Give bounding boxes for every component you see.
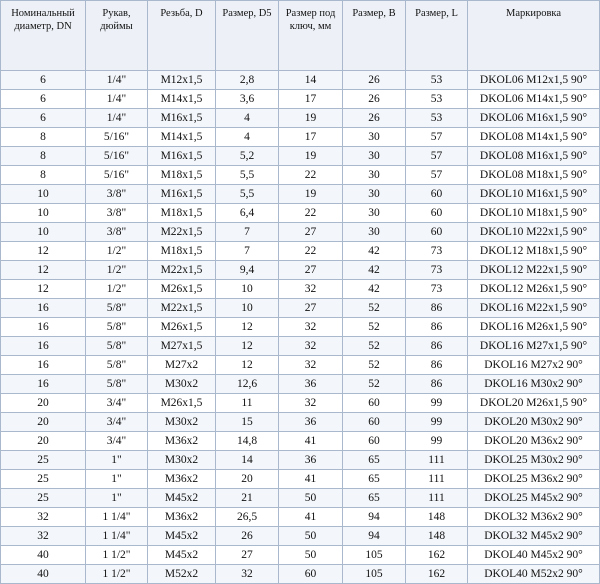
cell-marking: DKOL20 M30x2 90° [468,413,600,432]
cell-dn: 12 [1,261,86,280]
cell-b: 65 [343,451,406,470]
cell-wrench: 27 [279,261,343,280]
cell-l: 60 [406,223,468,242]
cell-marking: DKOL25 M36x2 90° [468,470,600,489]
cell-dn: 16 [1,375,86,394]
cell-d5: 12 [216,356,279,375]
table-row [1,299,600,318]
cell-marking: DKOL16 M26x1,5 90° [468,318,600,337]
cell-wrench: 22 [279,204,343,223]
cell-b: 30 [343,204,406,223]
cell-l: 86 [406,356,468,375]
cell-dn: 6 [1,109,86,128]
cell-d5: 3,6 [216,90,279,109]
cell-dn: 20 [1,394,86,413]
header-nominal-diameter: Номинальный диаметр, DN [1,1,86,71]
cell-hose: 1/4" [86,71,148,90]
cell-b: 60 [343,394,406,413]
cell-d5: 7 [216,242,279,261]
cell-hose: 1 1/4" [86,527,148,546]
table-row [1,223,600,242]
cell-thread: M14x1,5 [148,90,216,109]
cell-wrench: 36 [279,451,343,470]
cell-l: 57 [406,147,468,166]
cell-hose: 5/8" [86,299,148,318]
cell-dn: 32 [1,508,86,527]
cell-hose: 1 1/2" [86,565,148,584]
cell-wrench: 32 [279,356,343,375]
cell-d5: 10 [216,299,279,318]
cell-d5: 12,6 [216,375,279,394]
cell-dn: 25 [1,451,86,470]
header-row [1,1,600,71]
cell-thread: M18x1,5 [148,204,216,223]
cell-hose: 3/8" [86,204,148,223]
table-row [1,337,600,356]
cell-b: 30 [343,166,406,185]
cell-l: 73 [406,280,468,299]
cell-l: 99 [406,394,468,413]
table-row [1,147,600,166]
cell-wrench: 19 [279,109,343,128]
table-row [1,90,600,109]
cell-l: 148 [406,527,468,546]
table-row [1,280,600,299]
cell-b: 42 [343,242,406,261]
cell-marking: DKOL10 M16x1,5 90° [468,185,600,204]
cell-wrench: 60 [279,565,343,584]
table-row [1,128,600,147]
cell-wrench: 19 [279,185,343,204]
cell-wrench: 41 [279,470,343,489]
header-thread: Резьба, D [148,1,216,71]
cell-b: 30 [343,128,406,147]
table-row [1,71,600,90]
cell-thread: M27x1,5 [148,337,216,356]
cell-marking: DKOL16 M30x2 90° [468,375,600,394]
cell-dn: 8 [1,166,86,185]
cell-thread: M16x1,5 [148,109,216,128]
cell-wrench: 22 [279,166,343,185]
cell-l: 86 [406,337,468,356]
cell-wrench: 36 [279,413,343,432]
cell-marking: DKOL16 M27x2 90° [468,356,600,375]
cell-l: 99 [406,413,468,432]
cell-thread: M36x2 [148,432,216,451]
cell-d5: 7 [216,223,279,242]
cell-marking: DKOL10 M18x1,5 90° [468,204,600,223]
cell-b: 26 [343,109,406,128]
cell-wrench: 41 [279,508,343,527]
cell-hose: 1/2" [86,261,148,280]
cell-hose: 1" [86,489,148,508]
cell-marking: DKOL40 M52x2 90° [468,565,600,584]
cell-d5: 4 [216,109,279,128]
cell-dn: 16 [1,318,86,337]
cell-b: 60 [343,413,406,432]
cell-marking: DKOL20 M26x1,5 90° [468,394,600,413]
cell-thread: M18x1,5 [148,242,216,261]
cell-d5: 5,2 [216,147,279,166]
cell-d5: 26 [216,527,279,546]
cell-thread: M30x2 [148,451,216,470]
cell-thread: M36x2 [148,508,216,527]
cell-l: 57 [406,128,468,147]
cell-hose: 5/8" [86,356,148,375]
cell-d5: 14 [216,451,279,470]
table-row [1,261,600,280]
table-row [1,546,600,565]
cell-b: 60 [343,432,406,451]
cell-b: 30 [343,223,406,242]
cell-thread: M45x2 [148,527,216,546]
cell-thread: M16x1,5 [148,185,216,204]
cell-marking: DKOL12 M22x1,5 90° [468,261,600,280]
cell-thread: M45x2 [148,546,216,565]
cell-dn: 20 [1,432,86,451]
table-row [1,166,600,185]
cell-b: 30 [343,147,406,166]
cell-dn: 16 [1,356,86,375]
cell-wrench: 50 [279,546,343,565]
cell-d5: 27 [216,546,279,565]
cell-thread: M22x1,5 [148,261,216,280]
table-row [1,318,600,337]
cell-thread: M36x2 [148,470,216,489]
cell-b: 65 [343,470,406,489]
cell-dn: 25 [1,489,86,508]
cell-hose: 1" [86,470,148,489]
cell-l: 60 [406,204,468,223]
cell-dn: 20 [1,413,86,432]
cell-dn: 8 [1,128,86,147]
cell-hose: 5/8" [86,337,148,356]
cell-d5: 32 [216,565,279,584]
cell-marking: DKOL25 M45x2 90° [468,489,600,508]
cell-b: 26 [343,90,406,109]
cell-marking: DKOL10 M22x1,5 90° [468,223,600,242]
cell-dn: 32 [1,527,86,546]
cell-d5: 12 [216,318,279,337]
cell-dn: 6 [1,71,86,90]
cell-b: 105 [343,546,406,565]
table-row [1,375,600,394]
table-row [1,470,600,489]
header-hose-inches: Рукав, дюймы [86,1,148,71]
table-row [1,527,600,546]
cell-l: 60 [406,185,468,204]
cell-l: 148 [406,508,468,527]
cell-wrench: 36 [279,375,343,394]
cell-dn: 25 [1,470,86,489]
cell-thread: M45x2 [148,489,216,508]
cell-l: 162 [406,565,468,584]
cell-hose: 1/4" [86,90,148,109]
cell-d5: 26,5 [216,508,279,527]
cell-marking: DKOL08 M18x1,5 90° [468,166,600,185]
cell-dn: 12 [1,242,86,261]
table-row [1,508,600,527]
cell-d5: 11 [216,394,279,413]
cell-l: 111 [406,451,468,470]
cell-wrench: 17 [279,90,343,109]
table-row [1,204,600,223]
cell-b: 52 [343,337,406,356]
cell-b: 52 [343,356,406,375]
cell-l: 73 [406,242,468,261]
header-marking: Маркировка [468,1,600,71]
cell-b: 42 [343,280,406,299]
cell-hose: 3/4" [86,413,148,432]
cell-b: 105 [343,565,406,584]
table-row [1,356,600,375]
cell-l: 86 [406,318,468,337]
cell-thread: M26x1,5 [148,318,216,337]
cell-thread: M22x1,5 [148,223,216,242]
cell-marking: DKOL25 M30x2 90° [468,451,600,470]
cell-marking: DKOL16 M22x1,5 90° [468,299,600,318]
cell-l: 111 [406,489,468,508]
cell-hose: 1/2" [86,242,148,261]
cell-marking: DKOL12 M26x1,5 90° [468,280,600,299]
cell-l: 99 [406,432,468,451]
cell-hose: 1/4" [86,109,148,128]
cell-b: 65 [343,489,406,508]
cell-b: 94 [343,527,406,546]
table-row [1,451,600,470]
cell-d5: 4 [216,128,279,147]
cell-wrench: 27 [279,299,343,318]
cell-hose: 1 1/2" [86,546,148,565]
cell-hose: 5/16" [86,166,148,185]
cell-l: 53 [406,90,468,109]
cell-dn: 10 [1,204,86,223]
cell-dn: 16 [1,337,86,356]
cell-wrench: 19 [279,147,343,166]
cell-hose: 5/8" [86,375,148,394]
cell-thread: M14x1,5 [148,128,216,147]
cell-thread: M12x1,5 [148,71,216,90]
table-row [1,109,600,128]
table-body [1,71,600,584]
cell-marking: DKOL08 M14x1,5 90° [468,128,600,147]
header-wrench-size: Размер под ключ, мм [279,1,343,71]
cell-thread: M26x1,5 [148,280,216,299]
cell-thread: M27x2 [148,356,216,375]
cell-wrench: 50 [279,527,343,546]
cell-d5: 15 [216,413,279,432]
cell-l: 53 [406,71,468,90]
cell-hose: 3/4" [86,432,148,451]
cell-hose: 1" [86,451,148,470]
table-row [1,185,600,204]
table-row [1,242,600,261]
cell-marking: DKOL12 M18x1,5 90° [468,242,600,261]
cell-wrench: 50 [279,489,343,508]
cell-dn: 40 [1,546,86,565]
cell-d5: 10 [216,280,279,299]
cell-d5: 2,8 [216,71,279,90]
cell-b: 42 [343,261,406,280]
cell-l: 111 [406,470,468,489]
cell-b: 94 [343,508,406,527]
header-size-l: Размер, L [406,1,468,71]
cell-hose: 3/4" [86,394,148,413]
cell-l: 53 [406,109,468,128]
table-row [1,432,600,451]
cell-marking: DKOL20 M36x2 90° [468,432,600,451]
cell-d5: 12 [216,337,279,356]
cell-d5: 20 [216,470,279,489]
cell-wrench: 17 [279,128,343,147]
cell-thread: M30x2 [148,413,216,432]
cell-hose: 5/16" [86,128,148,147]
cell-l: 86 [406,375,468,394]
cell-wrench: 32 [279,394,343,413]
cell-d5: 5,5 [216,166,279,185]
cell-l: 73 [406,261,468,280]
cell-dn: 16 [1,299,86,318]
cell-marking: DKOL32 M45x2 90° [468,527,600,546]
cell-dn: 10 [1,223,86,242]
cell-hose: 1/2" [86,280,148,299]
cell-thread: M30x2 [148,375,216,394]
table-row [1,394,600,413]
cell-wrench: 41 [279,432,343,451]
cell-marking: DKOL06 M12x1,5 90° [468,71,600,90]
cell-b: 52 [343,375,406,394]
header-size-d5: Размер, D5 [216,1,279,71]
cell-wrench: 22 [279,242,343,261]
cell-marking: DKOL32 M36x2 90° [468,508,600,527]
cell-hose: 3/8" [86,185,148,204]
cell-hose: 1 1/4" [86,508,148,527]
table-row [1,489,600,508]
cell-dn: 6 [1,90,86,109]
cell-hose: 5/16" [86,147,148,166]
cell-b: 52 [343,299,406,318]
table-row [1,565,600,584]
cell-dn: 40 [1,565,86,584]
cell-thread: M22x1,5 [148,299,216,318]
cell-marking: DKOL06 M16x1,5 90° [468,109,600,128]
cell-marking: DKOL16 M27x1,5 90° [468,337,600,356]
cell-marking: DKOL40 M45x2 90° [468,546,600,565]
cell-dn: 10 [1,185,86,204]
cell-d5: 14,8 [216,432,279,451]
cell-l: 57 [406,166,468,185]
cell-marking: DKOL08 M16x1,5 90° [468,147,600,166]
cell-dn: 8 [1,147,86,166]
cell-thread: M26x1,5 [148,394,216,413]
cell-thread: M52x2 [148,565,216,584]
cell-d5: 21 [216,489,279,508]
table-row [1,413,600,432]
cell-hose: 3/8" [86,223,148,242]
cell-marking: DKOL06 M14x1,5 90° [468,90,600,109]
cell-wrench: 32 [279,280,343,299]
cell-thread: M16x1,5 [148,147,216,166]
cell-wrench: 32 [279,318,343,337]
cell-d5: 6,4 [216,204,279,223]
cell-wrench: 32 [279,337,343,356]
cell-l: 86 [406,299,468,318]
cell-hose: 5/8" [86,318,148,337]
cell-b: 52 [343,318,406,337]
cell-b: 26 [343,71,406,90]
cell-dn: 12 [1,280,86,299]
cell-wrench: 27 [279,223,343,242]
cell-b: 30 [343,185,406,204]
cell-wrench: 14 [279,71,343,90]
cell-l: 162 [406,546,468,565]
cell-thread: M18x1,5 [148,166,216,185]
header-size-b: Размер, B [343,1,406,71]
cell-d5: 9,4 [216,261,279,280]
cell-d5: 5,5 [216,185,279,204]
